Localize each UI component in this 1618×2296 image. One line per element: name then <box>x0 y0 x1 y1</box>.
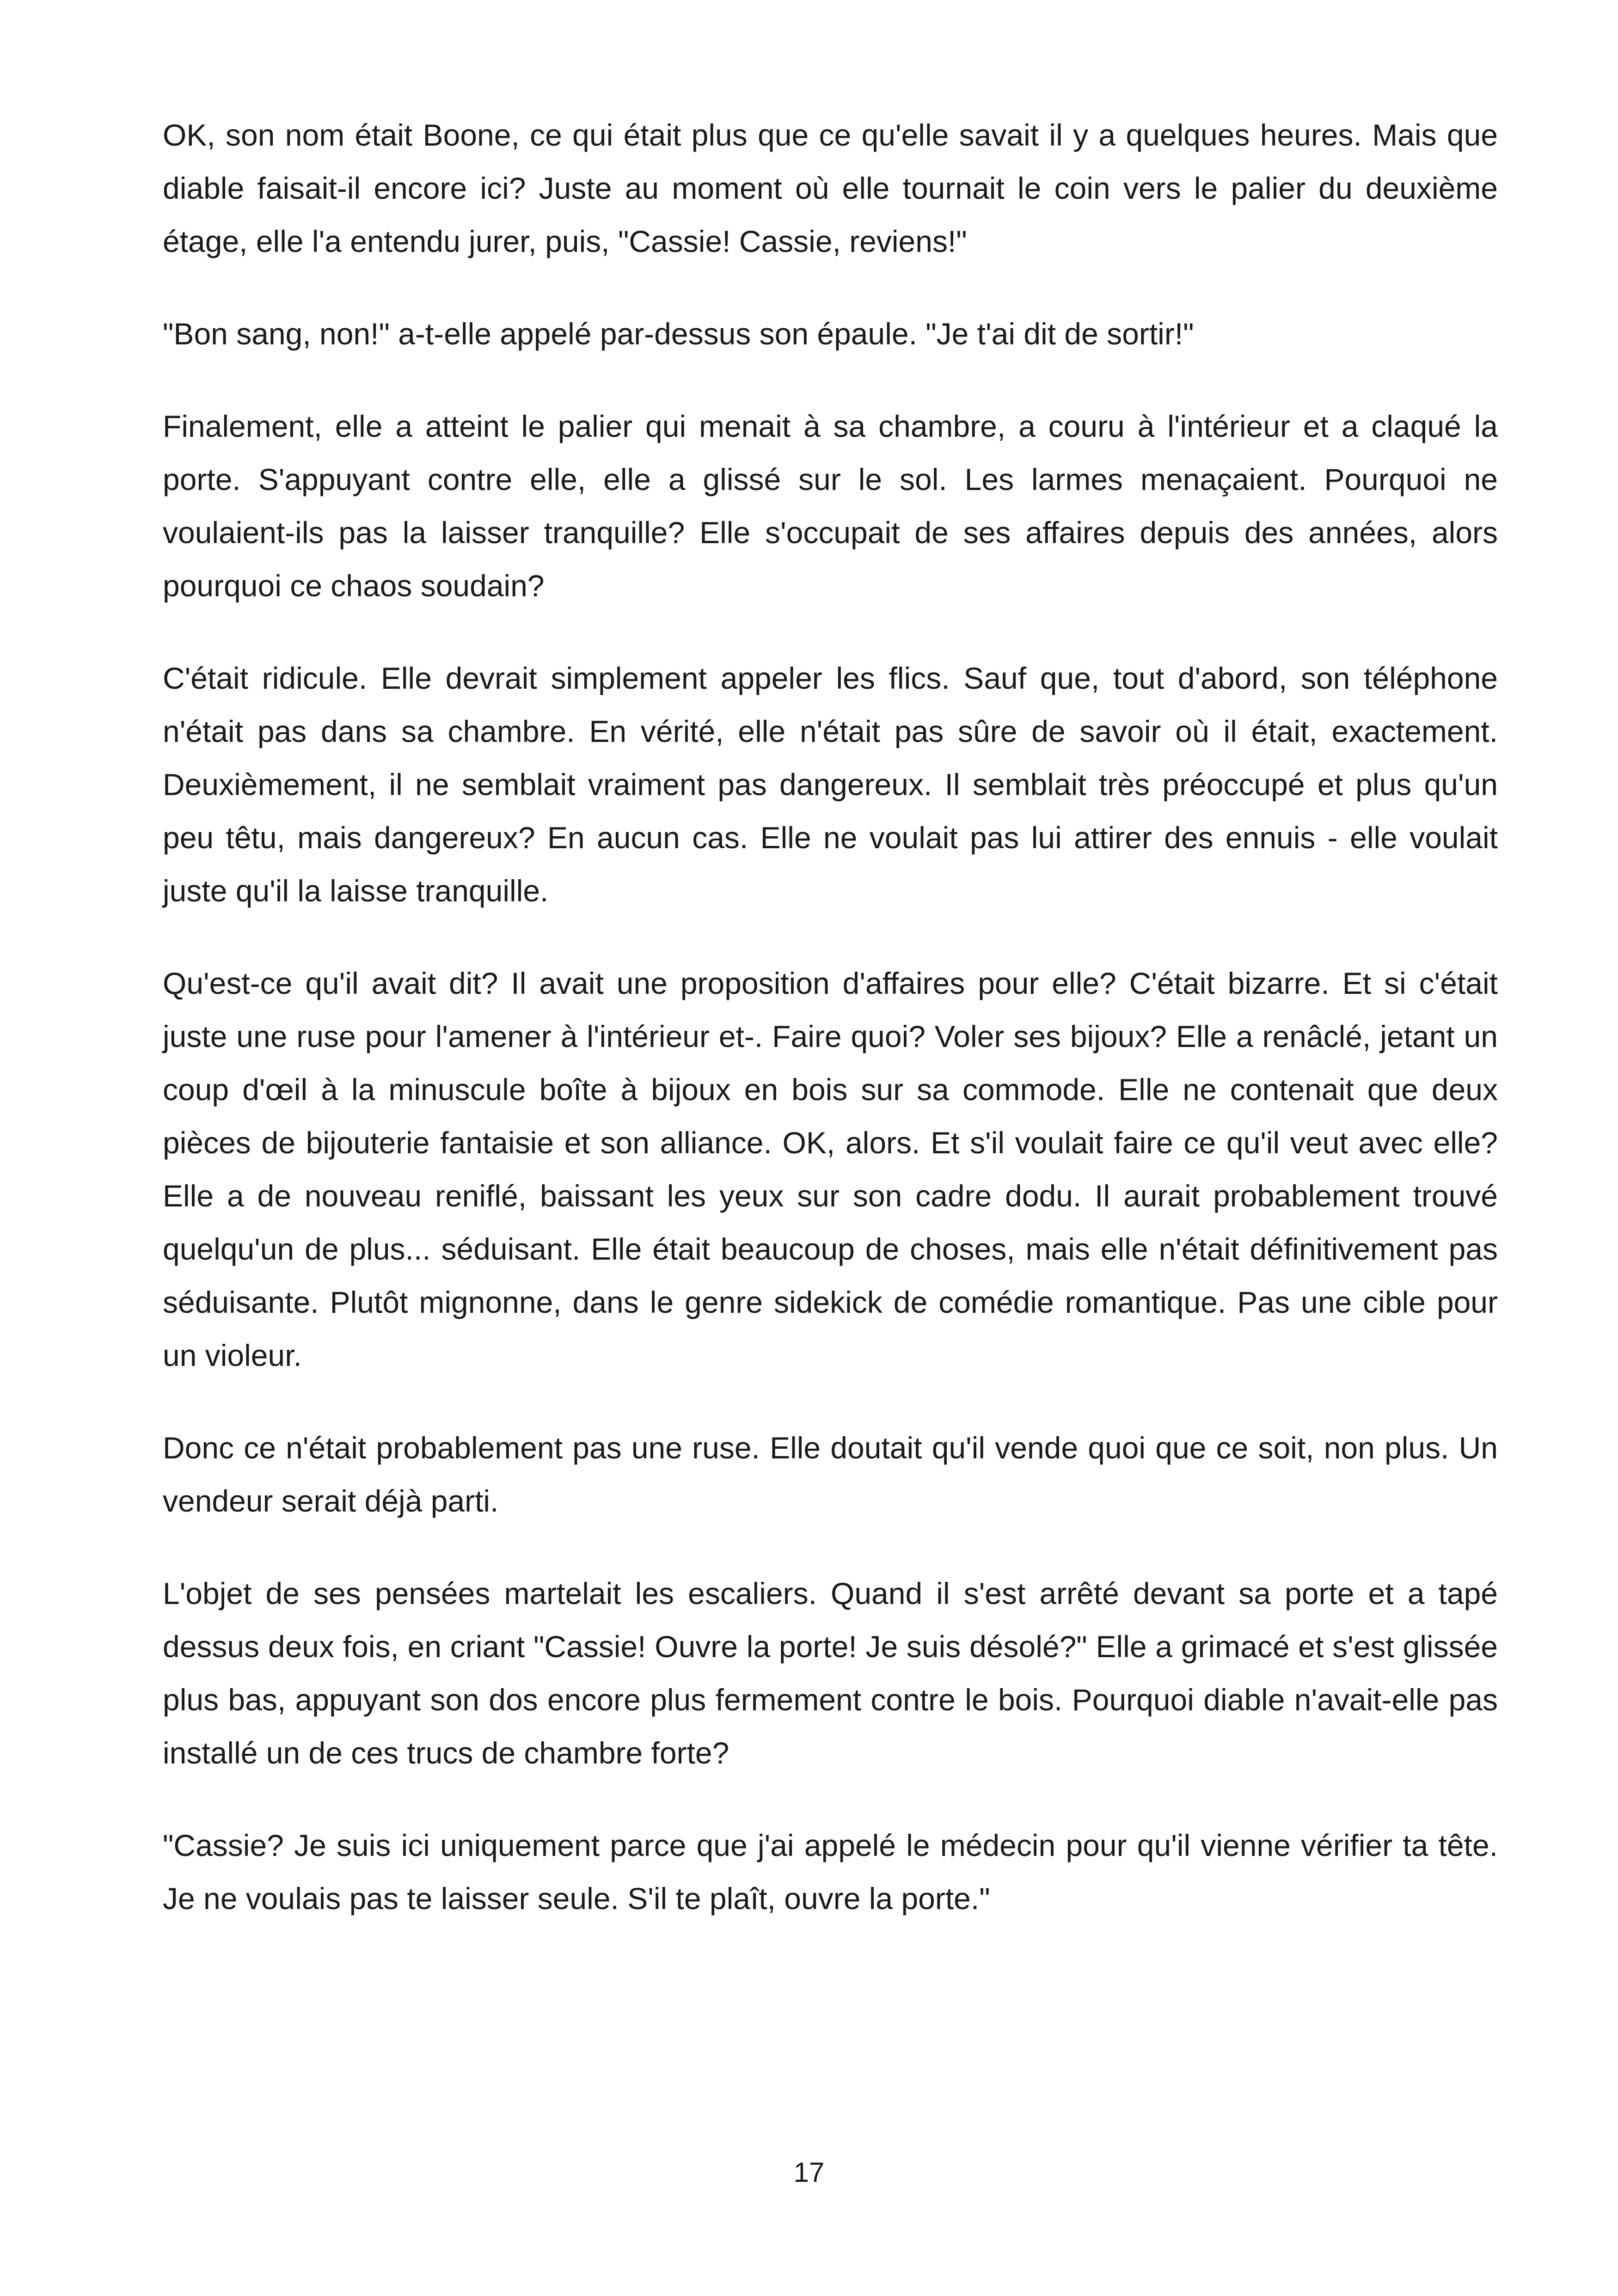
page-number: 17 <box>793 2157 825 2188</box>
paragraph-1: OK, son nom était Boone, ce qui était plus que ce qu'elle savait il y a quelques heures. Mais que diable faisait-il encore ici? Juste au moment où elle tournait le coin vers le palier du deuxième étage, elle l'a entendu jurer, puis, "Cassie! Cassie, reviens!" <box>163 118 1498 258</box>
paragraph-8: "Cassie? Je suis ici uniquement parce que j'ai appelé le médecin pour qu'il vienne vérifier ta tête. Je ne voulais pas te laisser seule. S'il te plaît, ouvre la porte." <box>163 1828 1498 1916</box>
paragraph-7: L'objet de ses pensées martelait les escaliers. Quand il s'est arrêté devant sa porte et a tapé dessus deux fois, en criant "Cassie! Ouvre la porte! Je suis désolé?" Elle a grimacé et s'est glissée plus bas, appuyant son dos encore plus fermement contre le bois. Pourquoi diable n'avait-elle pas installé un de ces trucs de chambre forte? <box>163 1576 1498 1770</box>
paragraph-6: Donc ce n'était probablement pas une ruse. Elle doutait qu'il vende quoi que ce soit, non plus. Un vendeur serait déjà parti. <box>163 1431 1498 1518</box>
paragraph-2: "Bon sang, non!" a-t-elle appelé par-dessus son épaule. "Je t'ai dit de sortir!" <box>163 317 1194 351</box>
body-text <box>163 109 1498 1965</box>
paragraph-3: Finalement, elle a atteint le palier qui menait à sa chambre, a couru à l'intérieur et a claqué la porte. S'appuyant contre elle, elle a glissé sur le sol. Les larmes menaçaient. Pourquoi ne voulaient-ils pas la laisser tranquille? Elle s'occupait de ses affaires depuis des années, alors pourquoi ce chaos soudain? <box>163 409 1498 603</box>
paragraph-5: Qu'est-ce qu'il avait dit? Il avait une proposition d'affaires pour elle? C'était bizarre. Et si c'était juste une ruse pour l'amener à l'intérieur et-. Faire quoi? Voler ses bijoux? Elle a renâclé, jetant un coup d'œil à la minuscule boîte à bijoux en bois sur sa commode. Elle ne contenait que deux pièces de bijouterie fantaisie et son alliance. OK, alors. Et s'il voulait faire ce qu'il veut avec elle? Elle a de nouveau reniflé, baissant les yeux sur son cadre dodu. Il aurait probablement trouvé quelqu'un de plus... séduisant. Elle était beaucoup de choses, mais elle n'était définitivement pas séduisante. Plutôt mignonne, dans le genre sidekick de comédie romantique. Pas une cible pour un violeur. <box>163 966 1498 1372</box>
paragraph-4: C'était ridicule. Elle devrait simplement appeler les flics. Sauf que, tout d'abord, son téléphone n'était pas dans sa chambre. En vérité, elle n'était pas sûre de savoir où il était, exactement. Deuxièmement, il ne semblait vraiment pas dangereux. Il semblait très préoccupé et plus qu'un peu têtu, mais dangereux? En aucun cas. Elle ne voulait pas lui attirer des ennuis - elle voulait juste qu'il la laisse tranquille. <box>163 661 1498 908</box>
